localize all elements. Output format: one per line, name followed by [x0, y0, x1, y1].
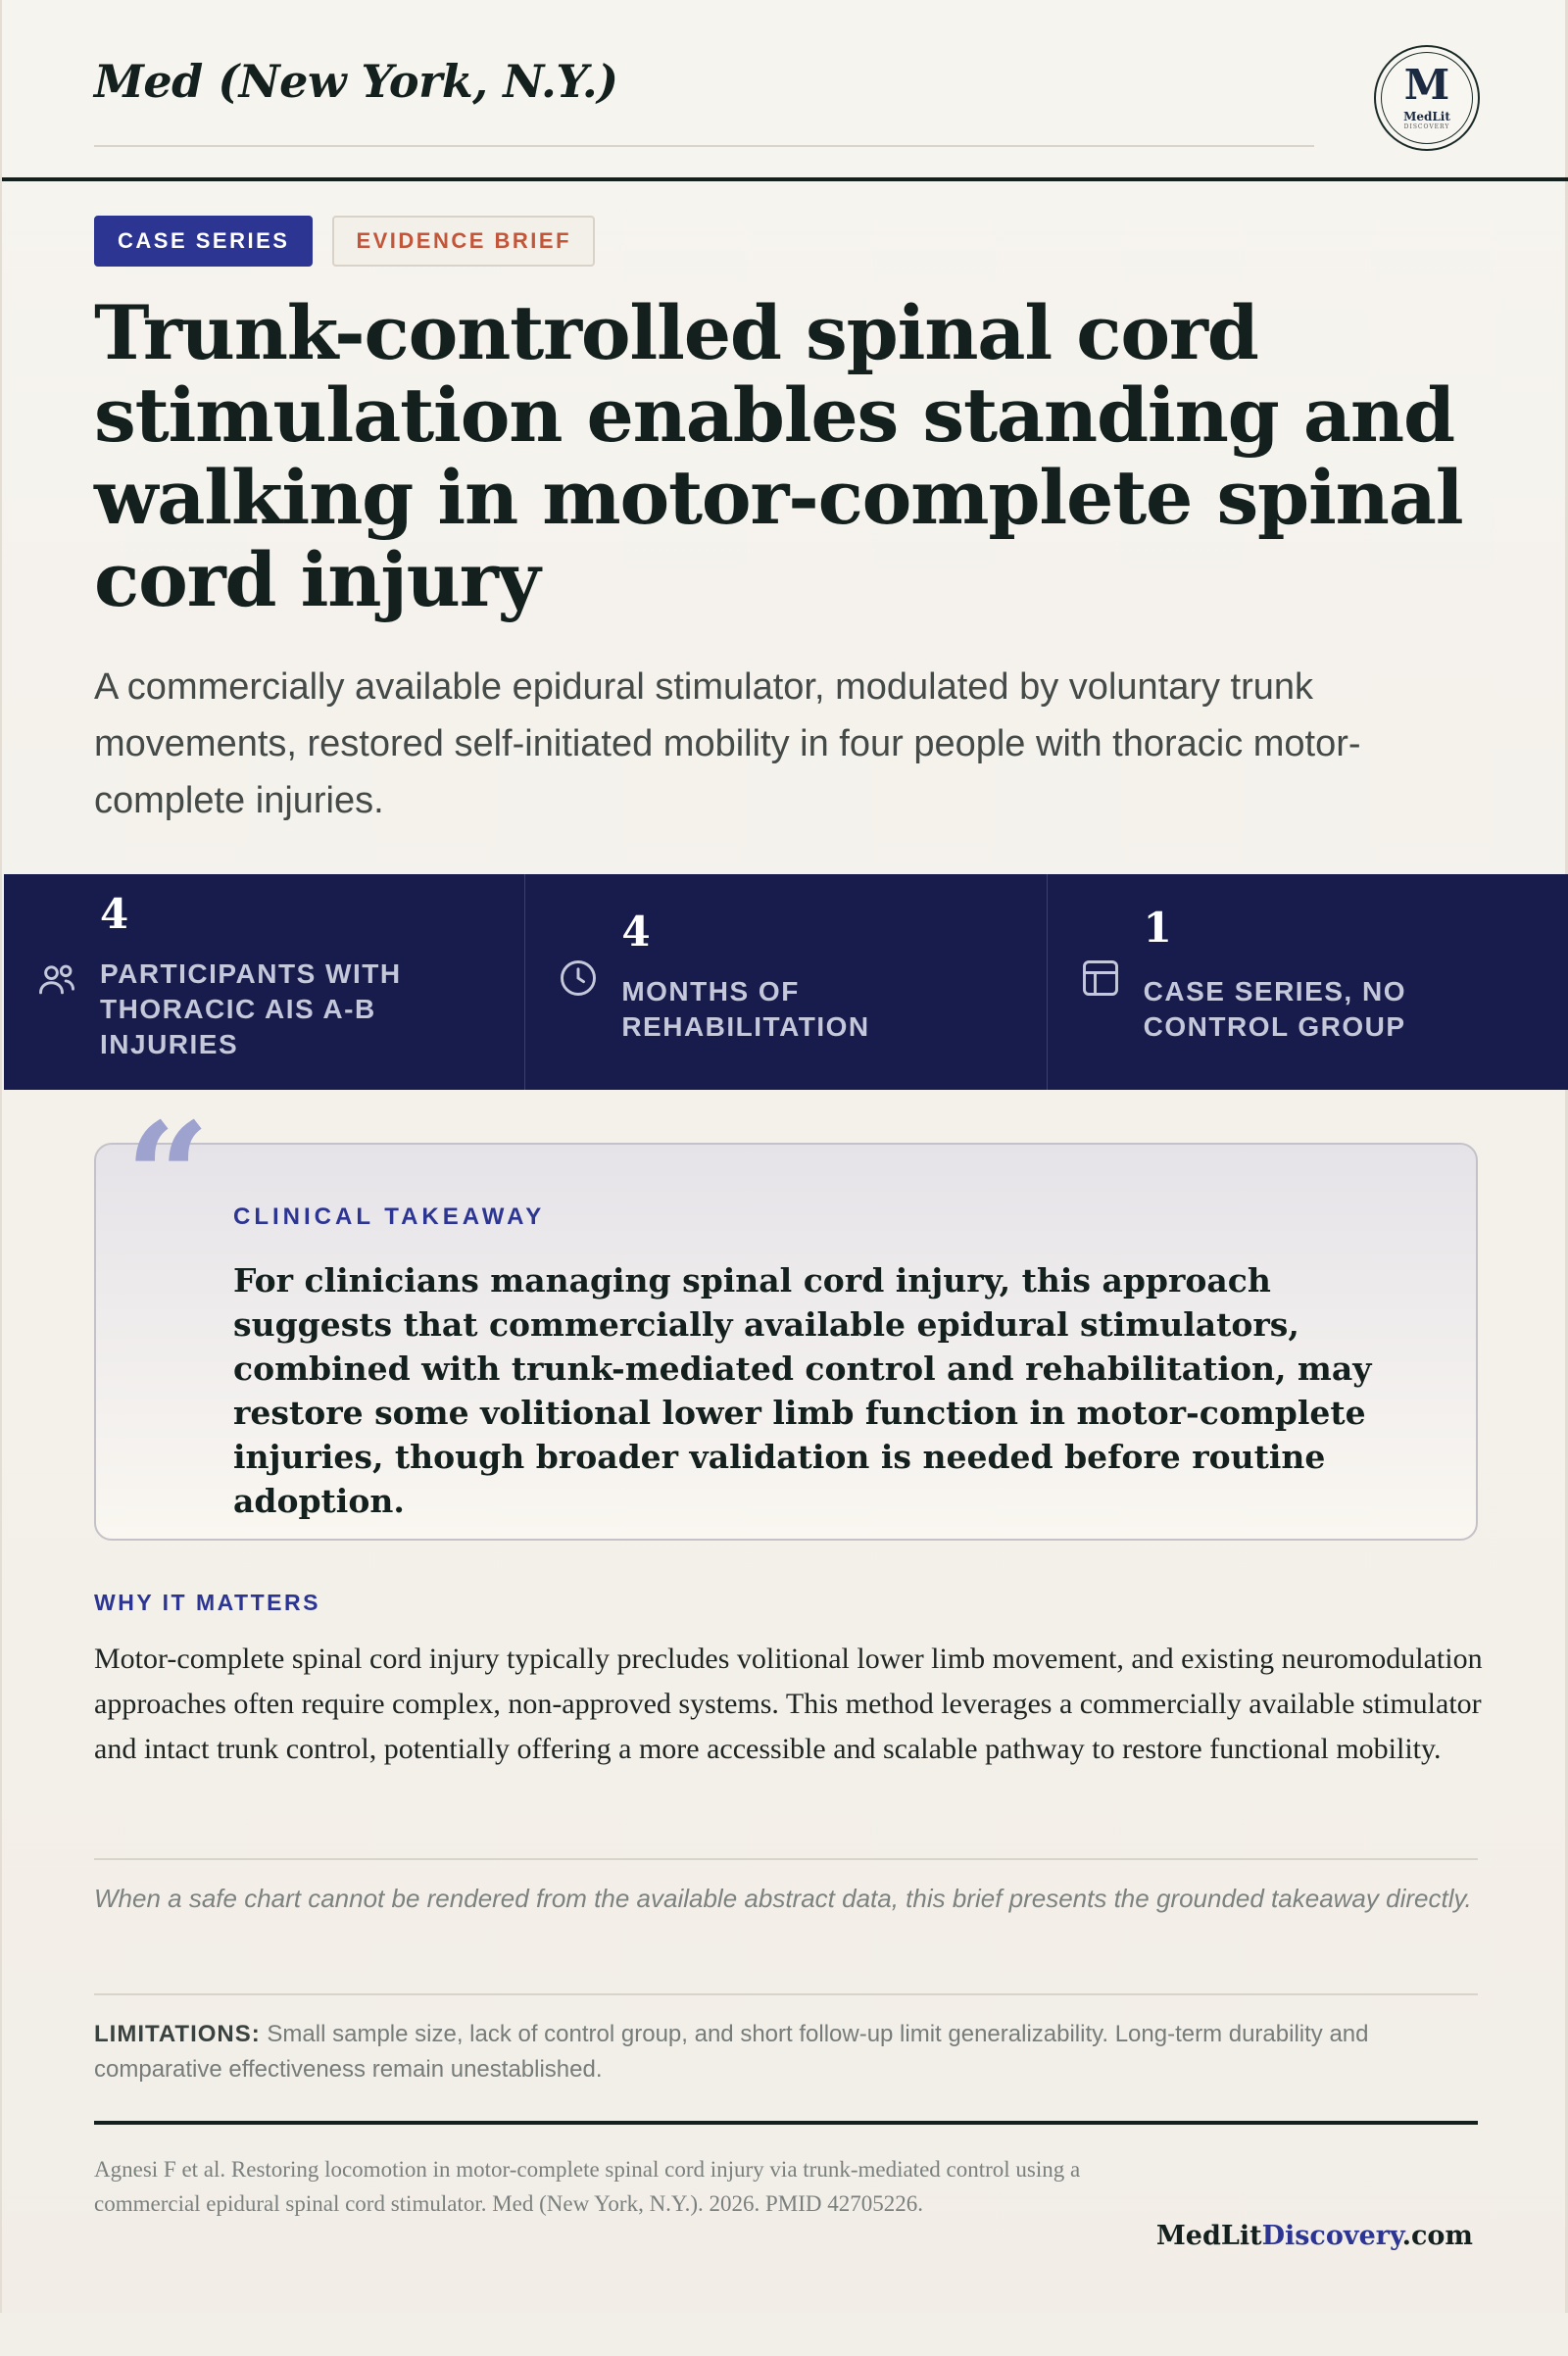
stat-design	[1048, 874, 1568, 1090]
header-rule	[2, 177, 1568, 181]
divider	[94, 1993, 1478, 1995]
stats-bar	[4, 874, 1568, 1090]
logo-mark: M	[1403, 61, 1450, 109]
brand-accent: Discovery	[1261, 2221, 1402, 2251]
journal-name: Med (New York, N.Y.)	[94, 55, 618, 108]
stat-label: CASE SERIES, NO CONTROL GROUP	[1143, 976, 1406, 1042]
logo-tagline: DISCOVERY	[1403, 123, 1450, 130]
page-header	[94, 55, 1314, 147]
stat-participants	[4, 874, 525, 1090]
stat-months	[525, 874, 1047, 1090]
people-icon	[35, 958, 78, 1002]
why-heading: WHY IT MATTERS	[94, 1590, 320, 1615]
tag-row	[94, 216, 595, 267]
brand-part: MedLit	[1155, 2221, 1262, 2251]
stat-label: MONTHS OF REHABILITATION	[621, 976, 870, 1042]
limitations	[94, 2017, 1478, 2087]
limitations-text: Small sample size, lack of control group, and short follow-up limit generalizability. Long-term durability and comparative effectiveness remain unestablished.	[94, 2021, 1369, 2083]
article-title: Trunk-controlled spinal cord stimulation enables standing and walking in motor-complete spinal cord injury	[94, 289, 1463, 623]
logo-ring	[1381, 52, 1473, 144]
limitations-label: LIMITATIONS:	[94, 2021, 261, 2047]
clock-icon	[557, 957, 600, 1000]
brand-link[interactable]	[1156, 2221, 1473, 2251]
medlit-logo	[1374, 45, 1480, 151]
quote-icon: “	[125, 1091, 211, 1263]
why-text: Motor-complete spinal cord injury typically precludes volitional lower limb movement, and existing neuromodulation approaches often require complex, non-approved systems. This method leverages a commercially available stimulator and intact trunk control, potentially offering a more accessible and scalable pathway to restore functional mobility.	[94, 1643, 1483, 1765]
stat-label: PARTICIPANTS WITH THORACIC AIS A-B INJURIES	[100, 958, 402, 1059]
layout-icon	[1079, 957, 1122, 1000]
chart-note: When a safe chart cannot be rendered from the available abstract data, this brief presents the grounded takeaway directly.	[94, 1884, 1472, 1913]
brand-domain: .com	[1401, 2221, 1473, 2251]
takeaway-text: For clinicians managing spinal cord injury, this approach suggests that commercially available epidural stimulators, combined with trunk-mediated control and rehabilitation, may restore some volitional lower limb function in motor-complete injuries, though broader validation is needed before routine adoption.	[233, 1261, 1372, 1520]
citation: Agnesi F et al. Restoring locomotion in motor-complete spinal cord injury via trunk-mediated control using a commercial epidural spinal cord stimulator. Med (New York, N.Y.). 2026. PMID 42705226.	[94, 2157, 1081, 2216]
stat-value: 4	[621, 908, 651, 956]
article-subtitle: A commercially available epidural stimulator, modulated by voluntary trunk movements, restored self-initiated mobility in four people with thoracic motor-complete injuries.	[94, 666, 1361, 821]
logo-name: MedLit	[1403, 110, 1450, 123]
divider	[94, 1858, 1478, 1860]
tag-case-series: CASE SERIES	[94, 216, 313, 267]
stat-value: 4	[100, 890, 129, 938]
tag-evidence-brief: EVIDENCE BRIEF	[332, 216, 595, 267]
stat-value: 1	[1143, 904, 1172, 952]
takeaway-label: CLINICAL TAKEAWAY	[233, 1203, 546, 1230]
footer-rule	[94, 2121, 1478, 2125]
